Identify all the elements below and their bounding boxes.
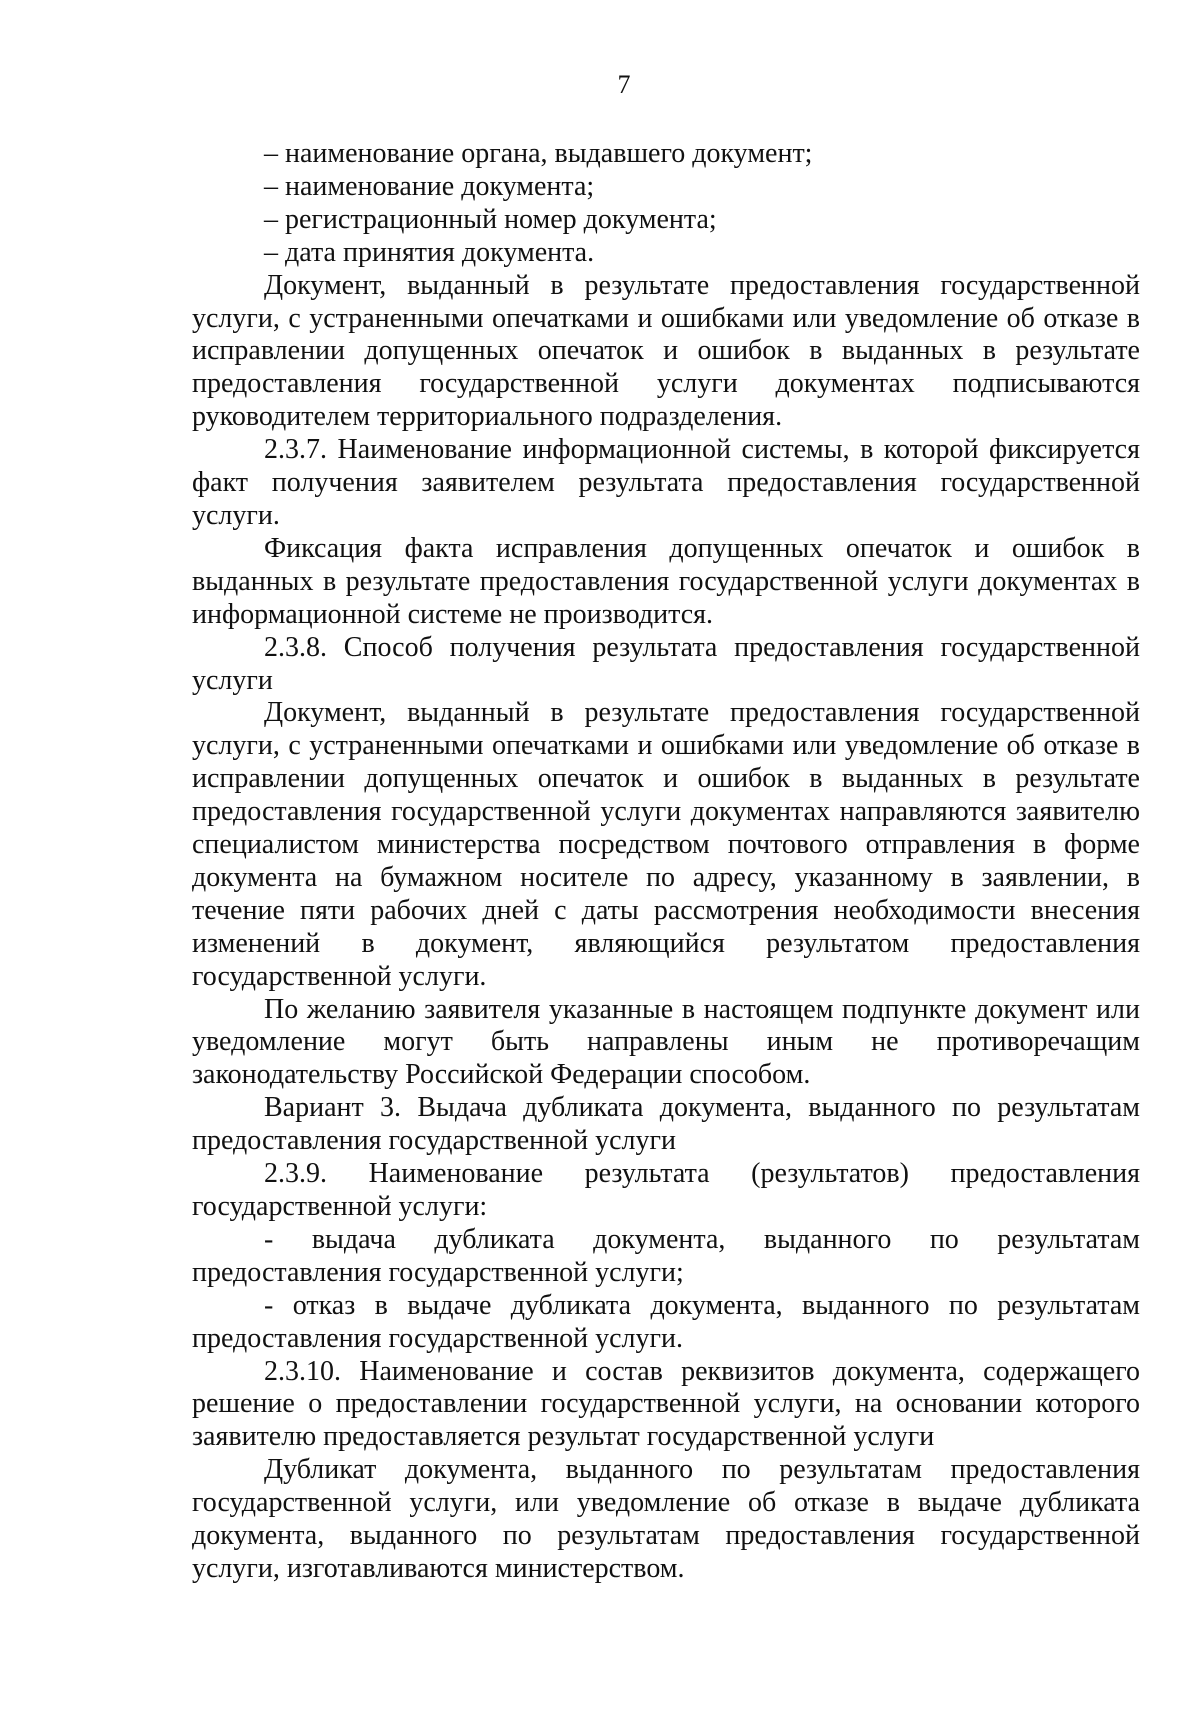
paragraph-signing: Документ, выданный в результате предоставления государственной услуги, с устраненными опечатками и ошибками или уведомление об отказе в исправлении допущенных опечаток и ошибок в выданных в результате предоставления государственной услуги документах подписываются руководителем территориального подразделения.: [192, 269, 1140, 433]
list-item-registration-number: – регистрационный номер документа;: [264, 203, 717, 235]
paragraph-2-3-8: 2.3.8. Способ получения результата предоставления государственной услуги: [192, 631, 1140, 696]
list-item-document-name: – наименование документа;: [264, 170, 595, 202]
list-item-issuing-authority: – наименование органа, выдавшего документ;: [264, 138, 813, 169]
paragraph-recording: Фиксация факта исправления допущенных опечаток и ошибок в выданных в результате предоставления государственной услуги документах в информационной системе не производится.: [192, 532, 1140, 630]
paragraph-delivery: Документ, выданный в результате предоставления государственной услуги, с устраненными опечатками и ошибками или уведомление об отказе в исправлении допущенных опечаток и ошибок в выданных в результате предоставления государственной услуги документах направляются заявителю специалистом министерства посредством почтового отправления в форме документа на бумажном носителе по адресу, указанному в заявлении, в течение пяти рабочих дней с даты рассмотрения необходимости внесения изменений в документ, являющийся результатом предоставления государственной услуги.: [192, 697, 1140, 992]
paragraph-2-3-10: 2.3.10. Наименование и состав реквизитов документа, содержащего решение о предоставлении государственной услуги, на основании которого заявителю предоставляется результат государственной услуги: [192, 1355, 1140, 1453]
document-body: [192, 138, 1140, 1586]
paragraph-2-3-7: 2.3.7. Наименование информационной системы, в которой фиксируется факт получения заявителем результата предоставления государственной услуги.: [192, 434, 1140, 531]
paragraph-alternative-method: По желанию заявителя указанные в настоящем подпункте документ или уведомление могут быть направлены иным не противоречащим законодательству Российской Федерации способом.: [192, 993, 1140, 1091]
list-item-adoption-date: – дата принятия документа.: [264, 236, 595, 268]
page-number: 7: [617, 70, 631, 99]
paragraph-variant-3: Вариант 3. Выдача дубликата документа, выданного по результатам предоставления государственной услуги: [192, 1092, 1140, 1157]
paragraph-duplicate-production: Дубликат документа, выданного по результатам предоставления государственной услуги, или уведомление об отказе в выдаче дубликата документа, выданного по результатам предоставления государственной услуги, изготавливаются министерством.: [192, 1454, 1140, 1584]
paragraph-duplicate-issue: - выдача дубликата документа, выданного по результатам предоставления государственной услуги;: [192, 1223, 1140, 1288]
paragraph-2-3-9: 2.3.9. Наименование результата (результатов) предоставления государственной услуги:: [192, 1158, 1140, 1222]
paragraph-duplicate-refusal: - отказ в выдаче дубликата документа, выданного по результатам предоставления государственной услуги.: [192, 1289, 1140, 1354]
